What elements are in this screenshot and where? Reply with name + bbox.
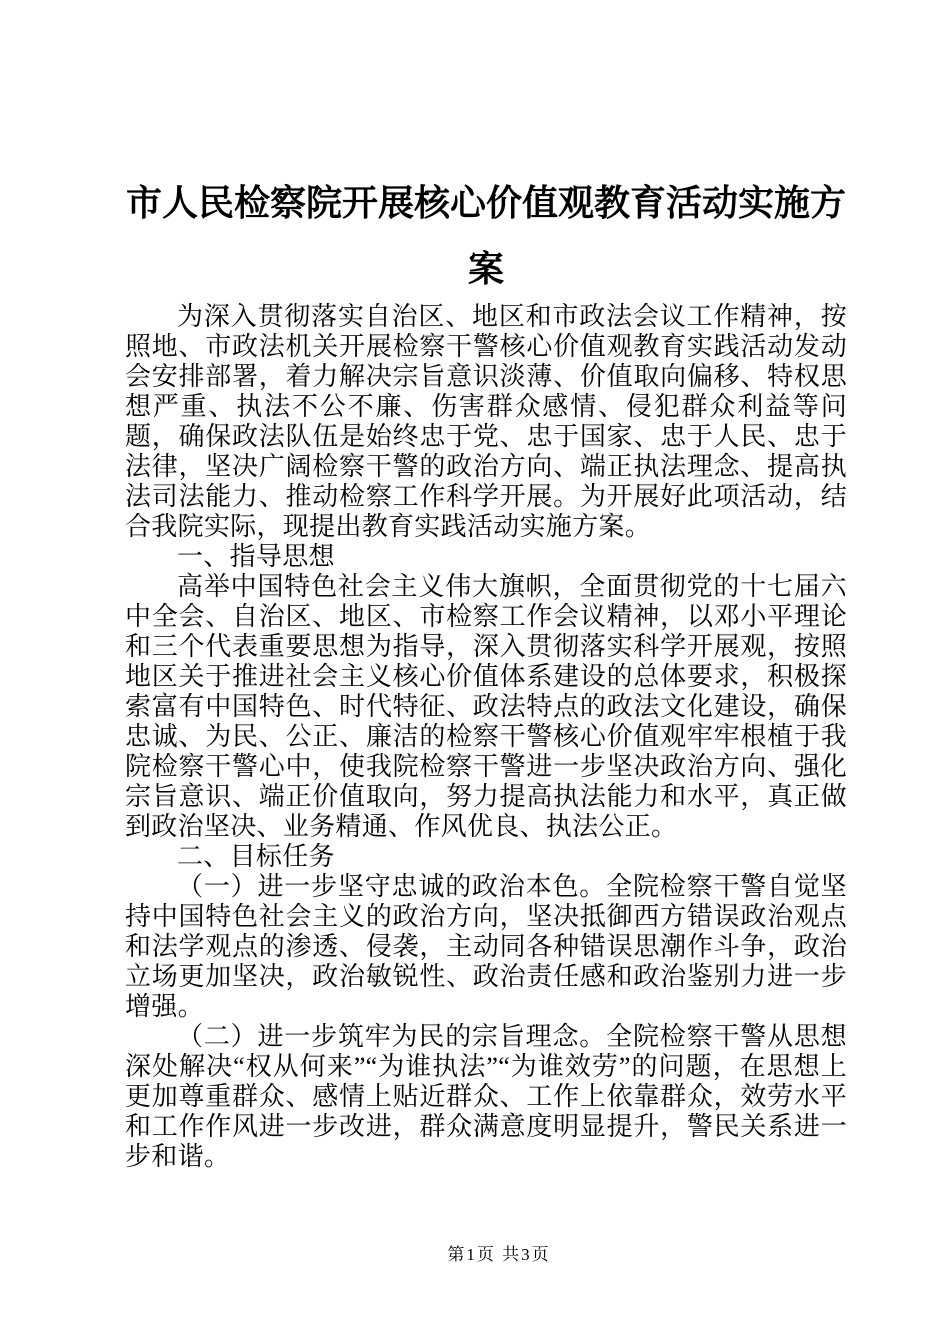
page-number: 第1页 共3页	[447, 1245, 551, 1264]
paragraph-guiding-ideology: 高举中国特色社会主义伟大旗帜，全面贯彻党的十七届六中全会、自治区、地区、市检察工作会议精神，以邓小平理论和三个代表重要思想为指导，深入贯彻落实科学开展观，按照地区关于推进社会主义核心价值体系建设的总体要求，积极探索富有中国特色、时代特征、政法特点的政法文化建设，确保忠诚、为民、公正、廉洁的检察干警核心价值观牢牢根植于我院检察干警心中，使我院检察干警进一步坚决政治方向、强化宗旨意识、端正价值取向，努力提高执法能力和水平，真正做到政治坚决、业务精通、作风优良、执法公正。	[125, 572, 847, 841]
document-content	[125, 170, 847, 1172]
section-heading-guiding-ideology: 一、指导思想	[177, 542, 335, 571]
section-heading-goals-tasks: 二、目标任务	[177, 842, 335, 871]
paragraph-intro: 为深入贯彻落实自治区、地区和市政法会议工作精神，按照地、市政法机关开展检察干警核心价值观教育实践活动发动会安排部署，着力解决宗旨意识淡薄、价值取向偏移、特权思想严重、执法不公不廉、伤害群众感情、侵犯群众利益等问题，确保政法队伍是始终忠于党、忠于国家、忠于人民、忠于法律，坚决广阔检察干警的政治方向、端正执法理念、提高执法司法能力、推动检察工作科学开展。为开展好此项活动，结合我院实际，现提出教育实践活动实施方案。	[125, 302, 847, 541]
paragraph-task-2: （二）进一步筑牢为民的宗旨理念。全院检察干警从思想深处解决“权从何来”“为谁执法”“为谁效劳”的问题，在思想上更加尊重群众、感情上贴近群众、工作上依靠群众，效劳水平和工作作风进一步改进，群众满意度明显提升，警民关系进一步和谐。	[125, 1022, 847, 1171]
document-title: 市人民检察院开展核心价值观教育活动实施方案	[125, 183, 846, 289]
paragraph-task-1: （一）进一步坚守忠诚的政治本色。全院检察干警自觉坚持中国特色社会主义的政治方向，坚决抵御西方错误政治观点和法学观点的渗透、侵袭，主动同各种错误思潮作斗争，政治立场更加坚决，政治敏锐性、政治责任感和政治鉴别力进一步增强。	[125, 872, 847, 1021]
